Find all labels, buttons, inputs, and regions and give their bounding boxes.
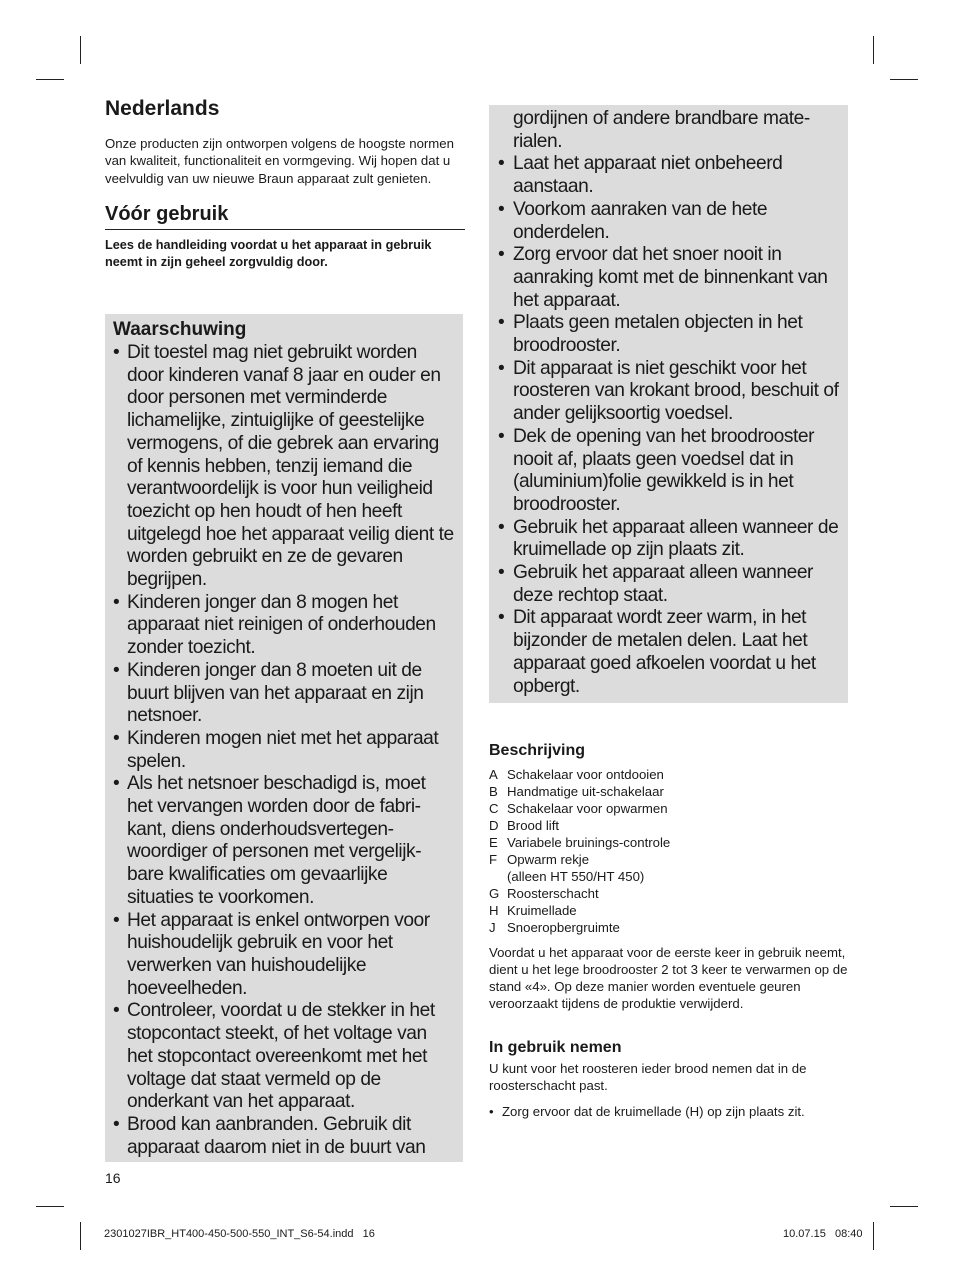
usage-item: • Zorg ervoor dat de kruimellade (H) op zijn plaats zit. xyxy=(489,1103,851,1120)
crop-mark xyxy=(36,79,64,80)
footer-file-info: 2301027IBR_HT400-450-500-550_INT_S6-54.indd 16 xyxy=(104,1228,375,1240)
warning-item: • Dit toestel mag niet gebruikt worden door kinderen vanaf 8 jaar en ouder en door personen met verminderde lichamelijke, zintuiglijke of geestelijke vermogens, of die gebrek aan ervaring of kennis hebben, tenzij iemand die verantwoordelijk is voor hun veiligheid toezicht op hen houdt of hen heeft uitgelegd hoe het apparaat veilig dient te worden gebruikt en ze de gevaren begrijpen. xyxy=(113,342,455,592)
crop-mark xyxy=(80,1222,81,1250)
warning-item: • Zorg ervoor dat het snoer nooit in aanraking komt met de binnenkant van het apparaat. xyxy=(498,244,840,312)
warning-item: • Gebruik het apparaat alleen wanneer deze rechtop staat. xyxy=(498,562,840,607)
warning-item: • Kinderen mogen niet met het apparaat spelen. xyxy=(113,728,455,773)
crop-mark xyxy=(873,1222,874,1250)
part-item: C Schakelaar voor opwarmen xyxy=(489,801,668,816)
warning-item: • Dek de opening van het broodrooster nooit af, plaats geen voedsel dat in (aluminium)folie gewikkeld is in het broodrooster. xyxy=(498,426,840,517)
page-number: 16 xyxy=(105,1170,121,1186)
parts-list xyxy=(489,766,851,936)
part-item: A Schakelaar voor ontdooien xyxy=(489,767,664,782)
warning-item: • Controleer, voordat u de stekker in het stopcontact steekt, of het voltage van het stopcontact overeenkomt met het voltage dat staat vermeld op de onderkant van het apparaat. xyxy=(113,1000,455,1114)
part-item: D Brood lift xyxy=(489,818,560,833)
warning-item: • Brood kan aanbranden. Gebruik dit apparaat daarom niet in de buurt van xyxy=(113,1114,455,1159)
warning-item: • Laat het apparaat niet onbeheerd aanstaan. xyxy=(498,153,840,198)
warning-item: • Kinderen jonger dan 8 mogen het apparaat niet reinigen of onderhouden zonder toezicht. xyxy=(113,592,455,660)
crop-mark xyxy=(873,36,874,64)
usage-paragraph: U kunt voor het roosteren ieder brood nemen dat in de roosterschacht past. xyxy=(489,1061,807,1093)
language-heading: Nederlands xyxy=(105,97,220,120)
crop-mark xyxy=(80,36,81,64)
section-title: Vóór gebruik xyxy=(105,202,465,230)
warning-box xyxy=(105,314,463,1162)
warning-item: • Het apparaat is enkel ontworpen voor huishoudelijk gebruik en voor het verwerken van huishoudelijke hoeveelheden. xyxy=(113,910,455,1001)
part-item: J Snoeropbergruimte xyxy=(489,920,620,935)
part-item: F Opwarm rekje xyxy=(489,852,590,867)
warning-item: • Kinderen jonger dan 8 moeten uit de buurt blijven van het apparaat en zijn netsnoer. xyxy=(113,660,455,728)
warning-title: Waarschuwing xyxy=(113,319,247,340)
usage-title: In gebruik nemen xyxy=(489,1039,622,1056)
warning-item: • Plaats geen metalen objecten in het broodrooster. xyxy=(498,312,840,357)
warning-list-continued xyxy=(498,153,840,698)
description-paragraph: Voordat u het apparaat voor de eerste keer in gebruik neemt, dient u het lege broodrooster 2 tot 3 keer te verwarmen op de stand «4». Op deze manier worden eventuele geuren veroorzaakt tijdens de produktie verwijderd. xyxy=(489,945,848,1011)
part-item: B Handmatige uit-schakelaar xyxy=(489,784,664,799)
right-lower-column xyxy=(489,741,851,1120)
part-item: E Variabele bruinings-controle xyxy=(489,835,671,850)
crop-mark xyxy=(36,1206,64,1207)
description-title: Beschrijving xyxy=(489,742,586,759)
part-item: G Roosterschacht xyxy=(489,886,599,901)
crop-mark xyxy=(890,79,918,80)
usage-list xyxy=(489,1103,851,1120)
warning-list xyxy=(113,342,455,1159)
left-column xyxy=(105,96,465,271)
warning-item: • Dit apparaat wordt zeer warm, in het bijzonder de metalen delen. Laat het apparaat goed afkoelen voordat u het opbergt. xyxy=(498,607,840,698)
part-item: (alleen HT 550/HT 450) xyxy=(507,869,645,884)
warning-box-continued xyxy=(489,105,848,703)
warning-continuation: gordijnen of andere brandbare mate-rialen. xyxy=(513,108,810,152)
footer-timestamp: 10.07.15 08:40 xyxy=(783,1228,863,1240)
warning-item: • Dit apparaat is niet geschikt voor het roosteren van krokant brood, beschuit of ander gelijksoortig voedsel. xyxy=(498,358,840,426)
warning-item: • Als het netsnoer beschadigd is, moet het vervangen worden door de fabri-kant, diens onderhoudsvertegen-woordiger of personen met vergelijk-bare kwalificaties om gevaarlijke situaties te voorkomen. xyxy=(113,773,455,909)
crop-mark xyxy=(890,1206,918,1207)
warning-item: • Gebruik het apparaat alleen wanneer de kruimellade op zijn plaats zit. xyxy=(498,517,840,562)
intro-paragraph: Onze producten zijn ontworpen volgens de hoogste normen van kwaliteit, functionaliteit en vormgeving. Wij hopen dat u veelvuldig van uw nieuwe Braun apparaat zult genieten. xyxy=(105,136,454,186)
part-item: H Kruimellade xyxy=(489,903,577,918)
section-note: Lees de handleiding voordat u het apparaat in gebruik neemt in zijn geheel zorgvuldig door. xyxy=(105,238,432,270)
warning-item: • Voorkom aanraken van de hete onderdelen. xyxy=(498,199,840,244)
